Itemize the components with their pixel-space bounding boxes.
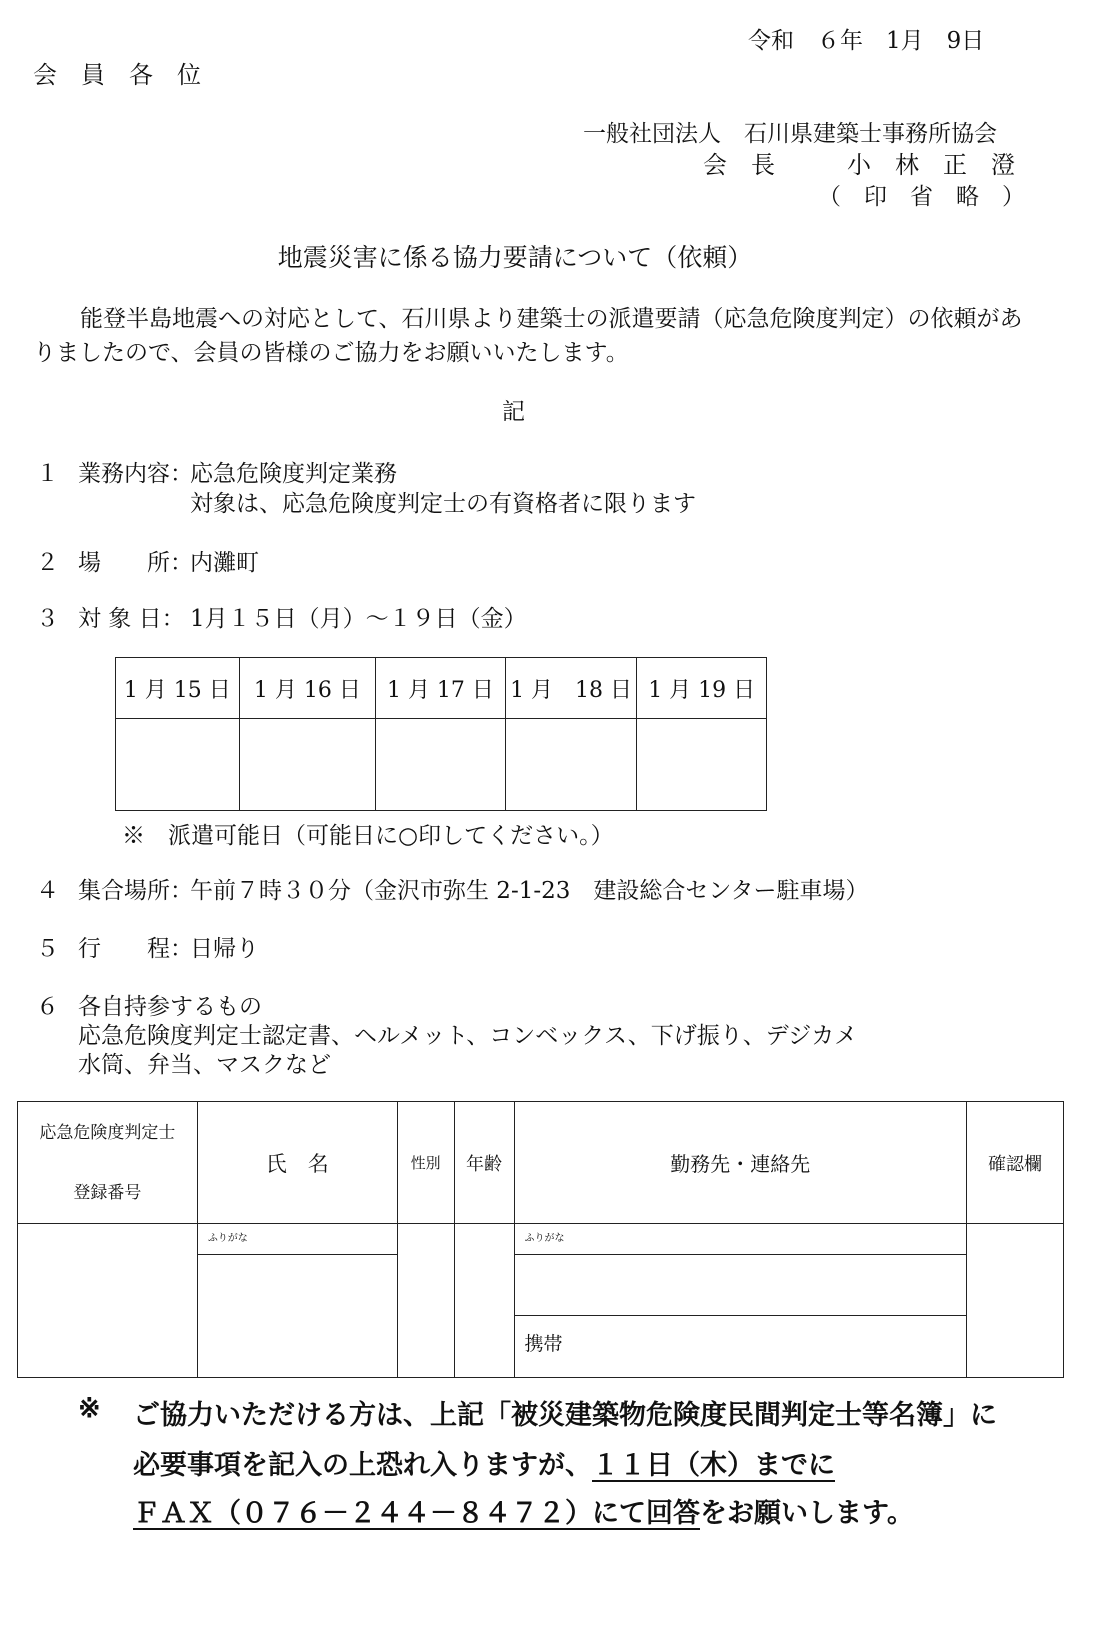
item-1-note: 対象は、応急危険度判定士の有資格者に限ります	[190, 491, 696, 517]
registry-header-confirm: 確認欄	[967, 1102, 1064, 1224]
date-check-cell[interactable]	[637, 719, 767, 811]
sender-organization: 一般社団法人 石川県建築士事務所協会	[583, 121, 997, 147]
furigana-label: ふりがな	[207, 1233, 248, 1244]
footer-line-3-text: をお願いします。	[700, 1498, 914, 1529]
dates-note: ※ 派遣可能日（可能日に○印してください。）	[122, 823, 614, 849]
item-3-number: ３	[36, 606, 59, 632]
item-5-label: 行 程：	[78, 936, 193, 962]
item-1-label: 業務内容：	[78, 461, 193, 487]
age-cell[interactable]	[454, 1224, 514, 1378]
date-header: 1 月 18 日	[505, 658, 637, 719]
sender-name: 会 長 小 林 正 澄	[703, 151, 1015, 179]
mobile-label: 携帯	[515, 1315, 967, 1377]
item-2-number: ２	[36, 550, 59, 576]
name-entry[interactable]	[198, 1254, 397, 1377]
fax-number: ＦＡＸ（０７６－２４４－８４７２）にて回答	[133, 1498, 700, 1529]
item-5-number: ５	[36, 936, 59, 962]
date-check-cell[interactable]	[239, 719, 376, 811]
item-6-line-1: 応急危険度判定士認定書、ヘルメット、コンベックス、下げ振り、デジカメ	[78, 1023, 858, 1049]
intro-line-2: りましたので、会員の皆様のご協力をお願いいたします。	[33, 340, 629, 366]
footer-mark: ※	[78, 1393, 101, 1424]
item-6-number: ６	[36, 994, 59, 1020]
intro-line-1: 能登半島地震への対応として、石川県より建築士の派遣要請（応急危険度判定）の依頼があ	[80, 306, 1023, 332]
registry-header-work: 勤務先・連絡先	[514, 1102, 967, 1224]
item-4-label: 集合場所：	[78, 878, 193, 904]
work-cell[interactable]	[514, 1224, 967, 1378]
item-5-value: 日帰り	[190, 936, 259, 962]
work-entry[interactable]	[515, 1254, 967, 1315]
item-2-label: 場 所：	[78, 550, 193, 576]
cert-header-line-2: 登録番号	[73, 1182, 142, 1203]
document-date: 令和 ６年 1月 9日	[748, 28, 985, 54]
item-1-value: 応急危険度判定業務	[190, 461, 397, 487]
item-4-value: 午前７時３０分（金沢市弥生 2-1-23 建設総合センター駐車場）	[190, 878, 869, 904]
item-4-number: ４	[36, 878, 59, 904]
footer-line-2	[133, 1443, 835, 1482]
item-1-number: １	[36, 461, 59, 487]
registry-header-gender: 性別	[397, 1102, 454, 1224]
registry-header-name: 氏 名	[197, 1102, 397, 1224]
registry-header-age: 年齢	[454, 1102, 514, 1224]
item-3-value: 1月１５日（月）～１９日（金）	[190, 606, 527, 632]
footer-line-3	[133, 1491, 914, 1530]
footer-line-2-text: 必要事項を記入の上恐れ入りますが、	[133, 1450, 592, 1481]
date-check-cell[interactable]	[505, 719, 637, 811]
date-header: 1 月 17 日	[376, 658, 506, 719]
seal-note: （ 印 省 略 ）	[818, 184, 1025, 210]
cert-header-line-1: 応急危険度判定士	[39, 1122, 176, 1143]
registry-header-cert	[18, 1102, 198, 1224]
recipient: 会 員 各 位	[33, 61, 201, 89]
date-header: 1 月 15 日	[116, 658, 240, 719]
page-title: 地震災害に係る協力要請について（依頼）	[277, 243, 753, 272]
item-6-label: 各自持参するもの	[78, 994, 262, 1020]
confirm-cell[interactable]	[967, 1224, 1064, 1378]
footer-line-1: ご協力いただける方は、上記「被災建築物危険度民間判定士等名簿」に	[133, 1400, 997, 1431]
date-header: 1 月 16 日	[239, 658, 376, 719]
furigana-label: ふりがな	[524, 1233, 565, 1244]
item-3-label: 対 象 日：	[78, 606, 185, 632]
date-check-cell[interactable]	[116, 719, 240, 811]
gender-cell[interactable]	[397, 1224, 454, 1378]
dates-table	[115, 657, 767, 811]
cert-number-cell[interactable]	[18, 1224, 198, 1378]
item-6-line-2: 水筒、弁当、マスクなど	[78, 1052, 331, 1078]
ki-heading: 記	[502, 399, 525, 425]
deadline: １１日（木）までに	[592, 1450, 835, 1481]
registry-table	[17, 1101, 1064, 1378]
date-header: 1 月 19 日	[637, 658, 767, 719]
date-check-cell[interactable]	[376, 719, 506, 811]
item-2-value: 内灘町	[190, 550, 259, 576]
name-cell[interactable]	[197, 1224, 397, 1378]
